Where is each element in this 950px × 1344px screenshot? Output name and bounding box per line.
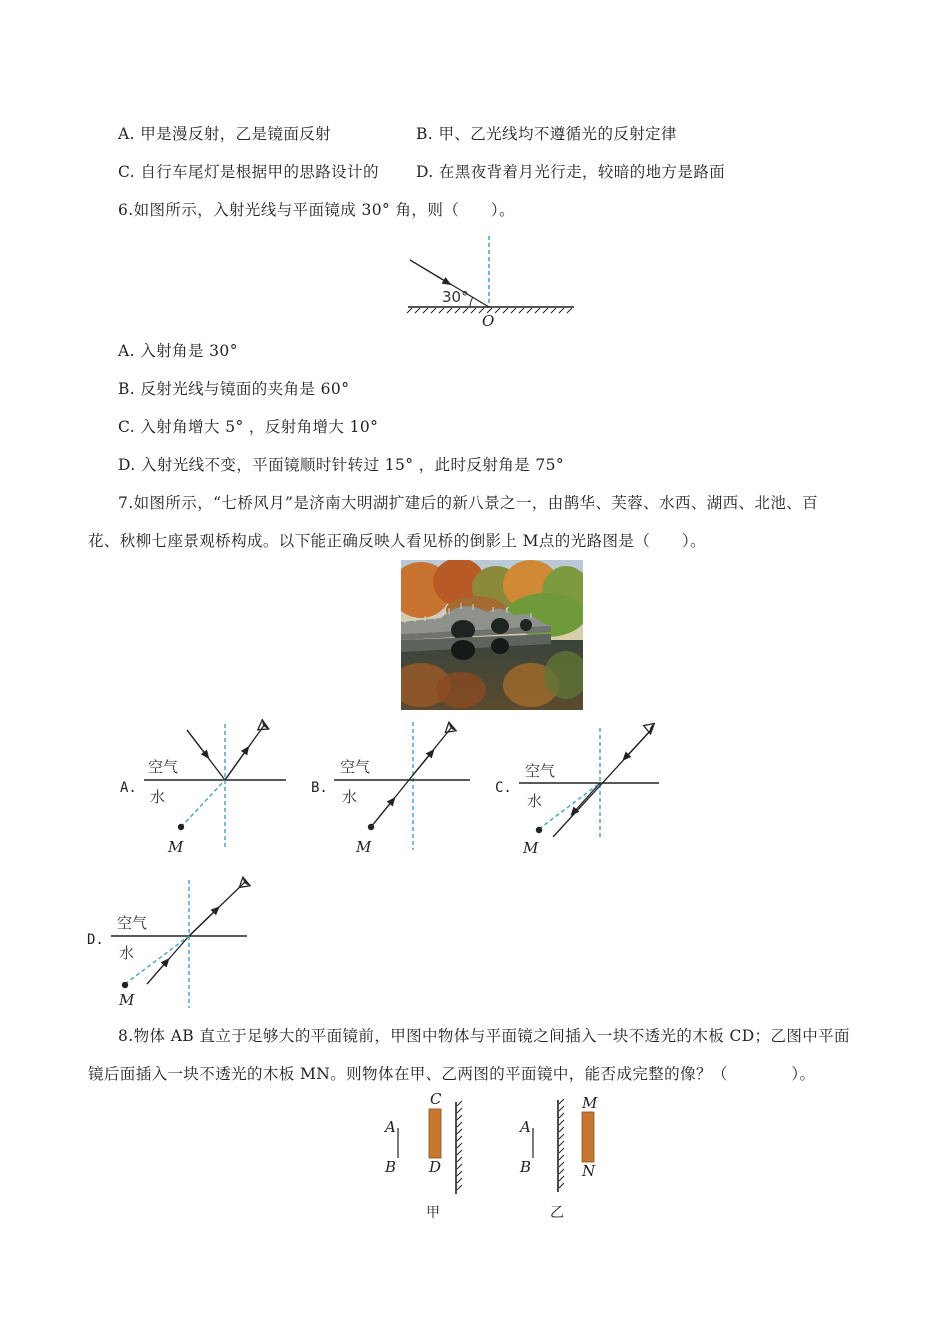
q7-diagram-b bbox=[330, 712, 480, 857]
svg-text:水: 水 bbox=[527, 792, 543, 810]
q8-board-mn bbox=[582, 1112, 594, 1162]
q6-mirror-diagram bbox=[400, 232, 580, 332]
q7-diagram-a bbox=[140, 712, 290, 857]
q8-caption-jia: 甲 bbox=[426, 1205, 440, 1221]
q6-option-a: A. 入射角是 30° bbox=[118, 342, 238, 360]
svg-text:A: A bbox=[520, 1118, 531, 1136]
q5-option-a: A. 甲是漫反射，乙是镜面反射 bbox=[118, 125, 332, 143]
svg-text:N: N bbox=[582, 1162, 596, 1180]
q7-option-b-label: B. bbox=[311, 780, 328, 796]
svg-text:B: B bbox=[520, 1158, 532, 1176]
svg-text:B: B bbox=[385, 1158, 397, 1176]
q8-stem-line1: 8.物体 AB 直立于足够大的平面镜前，甲图中物体与平面镜之间插入一块不透光的木板 CD；乙图中平面 bbox=[118, 1027, 850, 1045]
svg-text:水: 水 bbox=[150, 788, 166, 806]
svg-text:M: M bbox=[119, 991, 135, 1009]
q6-option-c: C. 入射角增大 5° ，反射角增大 10° bbox=[118, 418, 379, 436]
q5-option-d: D. 在黑夜背着月光行走，较暗的地方是路面 bbox=[416, 163, 726, 181]
svg-text:M: M bbox=[582, 1094, 598, 1112]
svg-text:空气: 空气 bbox=[148, 758, 179, 776]
svg-text:M: M bbox=[523, 839, 539, 857]
q6-angle-label: 30° bbox=[442, 288, 469, 306]
svg-text:M: M bbox=[356, 838, 372, 856]
svg-text:C: C bbox=[430, 1090, 442, 1108]
svg-text:D: D bbox=[429, 1158, 442, 1176]
q6-option-d: D. 入射光线不变，平面镜顺时针转过 15° ，此时反射角是 75° bbox=[118, 456, 565, 474]
svg-text:水: 水 bbox=[342, 788, 358, 806]
q8-figure-yi bbox=[515, 1088, 615, 1200]
q5-option-c: C. 自行车尾灯是根据甲的思路设计的 bbox=[118, 163, 379, 181]
q6-point-o: O bbox=[482, 312, 495, 330]
q7-diagram-d bbox=[105, 876, 265, 1011]
q8-stem-line2: 镜后面插入一块不透光的木板 MN。则物体在甲、乙两图的平面镜中，能否成完整的像？（ ）。 bbox=[88, 1065, 816, 1083]
svg-text:水: 水 bbox=[119, 944, 135, 962]
q7-option-d-label: D. bbox=[87, 932, 104, 948]
q7-diagram-c bbox=[515, 712, 665, 857]
svg-text:空气: 空气 bbox=[525, 762, 556, 780]
q7-stem-line2: 花、秋柳七座景观桥构成。以下能正确反映人看见桥的倒影上 M点的光路图是（ ）。 bbox=[88, 532, 707, 550]
q8-caption-yi: 乙 bbox=[550, 1205, 564, 1221]
q5-option-b: B. 甲、乙光线均不遵循光的反射定律 bbox=[416, 125, 677, 143]
q8-figure-jia bbox=[380, 1088, 480, 1200]
svg-text:空气: 空气 bbox=[117, 914, 148, 932]
q7-option-c-label: C. bbox=[495, 780, 512, 796]
svg-text:M: M bbox=[168, 838, 184, 856]
q6-stem: 6.如图所示，入射光线与平面镜成 30° 角，则（ ）。 bbox=[118, 201, 515, 219]
q6-option-b: B. 反射光线与镜面的夹角是 60° bbox=[118, 380, 350, 398]
bridge-photo bbox=[401, 560, 583, 710]
svg-text:空气: 空气 bbox=[340, 758, 371, 776]
q7-stem-line1: 7.如图所示，“七桥风月”是济南大明湖扩建后的新八景之一，由鹊华、芙蓉、水西、湖西、北池、百 bbox=[118, 494, 819, 512]
q8-board-cd bbox=[429, 1109, 441, 1158]
q7-option-a-label: A. bbox=[120, 780, 137, 796]
svg-text:A: A bbox=[385, 1118, 396, 1136]
